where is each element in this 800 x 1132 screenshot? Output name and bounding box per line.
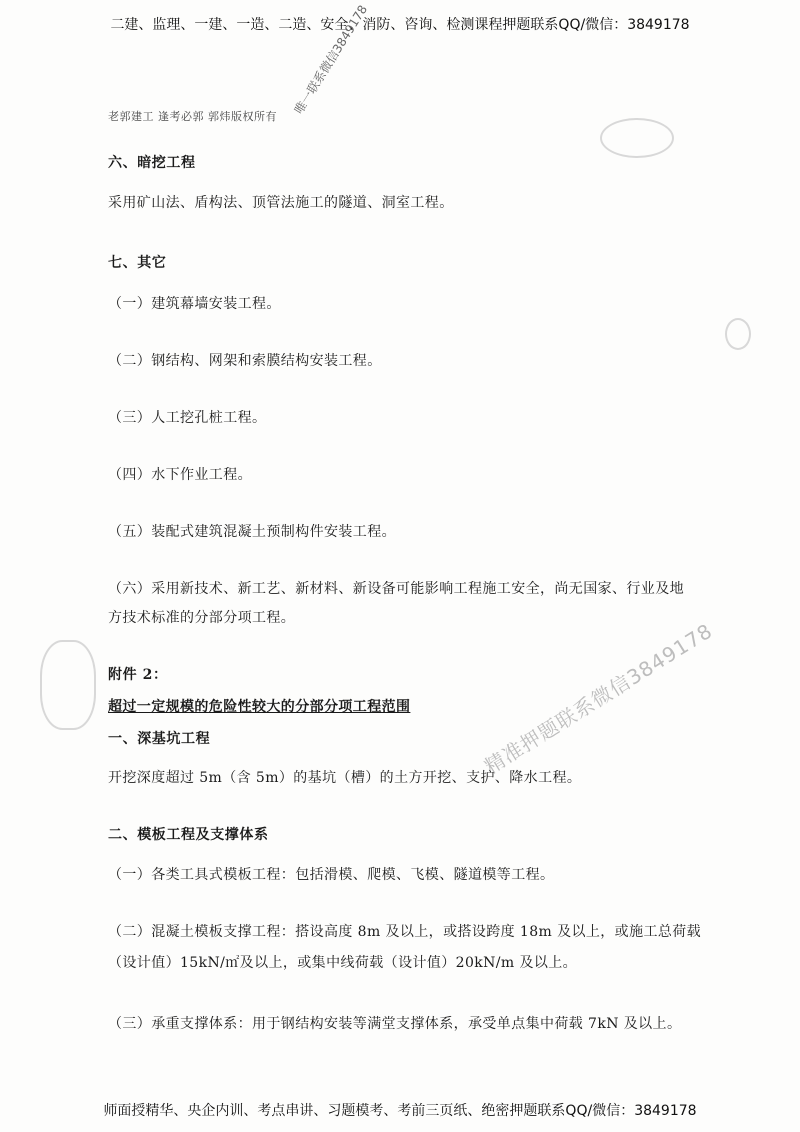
section-6-text: 采用矿山法、盾构法、顶管法施工的隧道、洞室工程。 [108,195,454,211]
faint-scan-mark-right [725,318,751,350]
bottom-banner: 师面授精华、央企内训、考点串讲、习题模考、考前三页纸、绝密押题联系QQ/微信：3849178 [103,1103,697,1119]
annex-section-1-text: 开挖深度超过 5m（含 5m）的基坑（槽）的土方开挖、支护、降水工程。 [108,770,582,786]
section-7-item-6-line-1: （六）采用新技术、新工艺、新材料、新设备可能影响工程施工安全，尚无国家、行业及地 [108,581,684,597]
diagonal-stamp-top: 唯一联系微信3849178 [291,2,371,117]
annex-section-2-item-3: （三）承重支撑体系：用于钢结构安装等满堂支撑体系，承受单点集中荷载 7kN 及以上。 [108,1016,682,1032]
annex-section-2-item-1: （一）各类工具式模板工程：包括滑模、爬模、飞模、隧道模等工程。 [108,867,555,883]
annex-section-1-heading: 一、深基坑工程 [108,731,211,747]
section-7-heading: 七、其它 [108,255,167,271]
annex-section-2-item-2-line-1: （二）混凝土模板支撑工程：搭设高度 8m 及以上，或搭设跨度 18m 及以上，或施工总荷载 [108,924,702,940]
diagonal-watermark-mid: 精准押题联系微信3849178 [480,618,717,779]
source-line: 老郭建工 逢考必郭 郭炜版权所有 [108,110,277,123]
section-7-item-2: （二）钢结构、网架和索膜结构安装工程。 [108,353,382,369]
section-7-item-6-line-2: 方技术标准的分部分项工程。 [108,610,296,626]
section-7-item-4: （四）水下作业工程。 [108,467,252,483]
annex-label: 附件 2： [108,667,168,683]
annex-section-2-item-2-line-2: （设计值）15kN/㎡及以上，或集中线荷载（设计值）20kN/m 及以上。 [108,955,578,971]
top-banner: 二建、监理、一建、一造、二造、安全、消防、咨询、检测课程押题联系QQ/微信：3849178 [110,17,690,33]
faint-scan-mark-top [600,118,674,158]
annex-section-2-heading: 二、模板工程及支撑体系 [108,827,269,843]
section-6-heading: 六、暗挖工程 [108,155,196,171]
section-7-item-3: （三）人工挖孔桩工程。 [108,410,267,426]
section-7-item-5: （五）装配式建筑混凝土预制构件安装工程。 [108,524,396,540]
faint-scan-mark-left [40,640,96,730]
annex-title: 超过一定规模的危险性较大的分部分项工程范围 [108,699,411,715]
section-7-item-1: （一）建筑幕墙安装工程。 [108,296,281,312]
